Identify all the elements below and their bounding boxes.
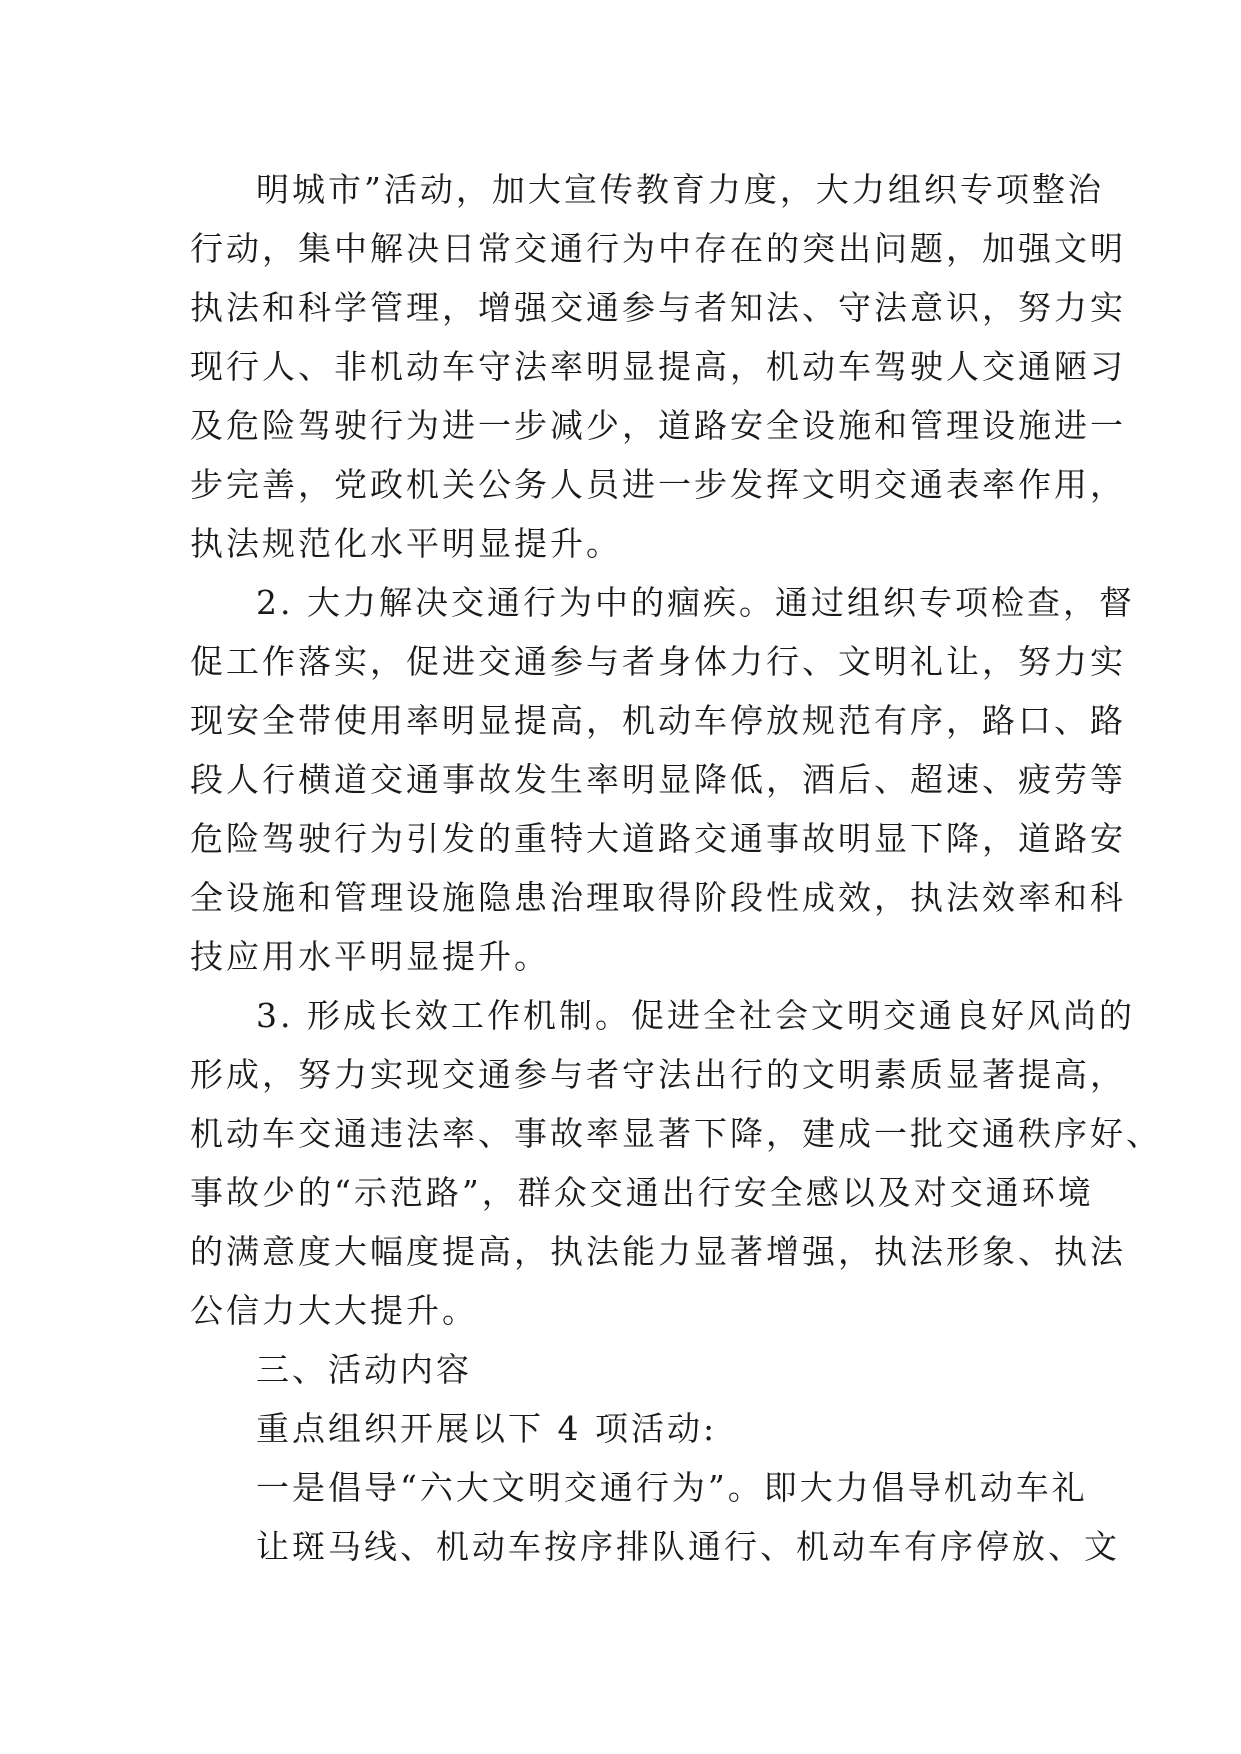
text-line: 段人行横道交通事故发生率明显降低，酒后、超速、疲劳等 bbox=[190, 760, 1126, 799]
text-line: 的满意度大幅度提高，执法能力显著增强，执法形象、执法 bbox=[190, 1232, 1126, 1271]
text-line: 行动，集中解决日常交通行为中存在的突出问题，加强文明 bbox=[190, 229, 1126, 268]
text-line: 步完善，党政机关公务人员进一步发挥文明交通表率作用， bbox=[190, 465, 1126, 504]
text-line: 执法和科学管理，增强交通参与者知法、守法意识，努力实 bbox=[190, 288, 1126, 327]
text-line: 3. 形成长效工作机制。促进全社会文明交通良好风尚的 bbox=[256, 996, 1135, 1035]
text-line: 形成，努力实现交通参与者守法出行的文明素质显著提高， bbox=[190, 1055, 1126, 1094]
text-line: 促工作落实，促进交通参与者身体力行、文明礼让，努力实 bbox=[190, 642, 1126, 681]
text-line: 现安全带使用率明显提高，机动车停放规范有序，路口、路 bbox=[190, 701, 1126, 740]
text-line: 执法规范化水平明显提升。 bbox=[190, 524, 622, 563]
section-heading: 三、活动内容 bbox=[256, 1350, 472, 1389]
text-line: 技应用水平明显提升。 bbox=[190, 937, 550, 976]
text-line: 一是倡导“六大文明交通行为”。即大力倡导机动车礼 bbox=[256, 1468, 1088, 1507]
body-text bbox=[190, 160, 1162, 1576]
text-line: 公信力大大提升。 bbox=[190, 1291, 478, 1330]
text-line: 及危险驾驶行为进一步减少，道路安全设施和管理设施进一 bbox=[190, 406, 1126, 445]
text-line: 让斑马线、机动车按序排队通行、机动车有序停放、文 bbox=[256, 1527, 1120, 1566]
text-line: 事故少的“示范路”，群众交通出行安全感以及对交通环境 bbox=[190, 1173, 1094, 1212]
text-line: 现行人、非机动车守法率明显提高，机动车驾驶人交通陋习 bbox=[190, 347, 1126, 386]
text-line: 2. 大力解决交通行为中的痼疾。通过组织专项检查，督 bbox=[256, 583, 1135, 622]
text-line: 机动车交通违法率、事故率显著下降，建成一批交通秩序好、 bbox=[190, 1114, 1162, 1153]
text-line: 全设施和管理设施隐患治理取得阶段性成效，执法效率和科 bbox=[190, 878, 1126, 917]
text-line: 危险驾驶行为引发的重特大道路交通事故明显下降，道路安 bbox=[190, 819, 1126, 858]
text-line: 明城市”活动，加大宣传教育力度，大力组织专项整治 bbox=[256, 170, 1104, 209]
text-line: 重点组织开展以下 4 项活动: bbox=[256, 1409, 718, 1448]
